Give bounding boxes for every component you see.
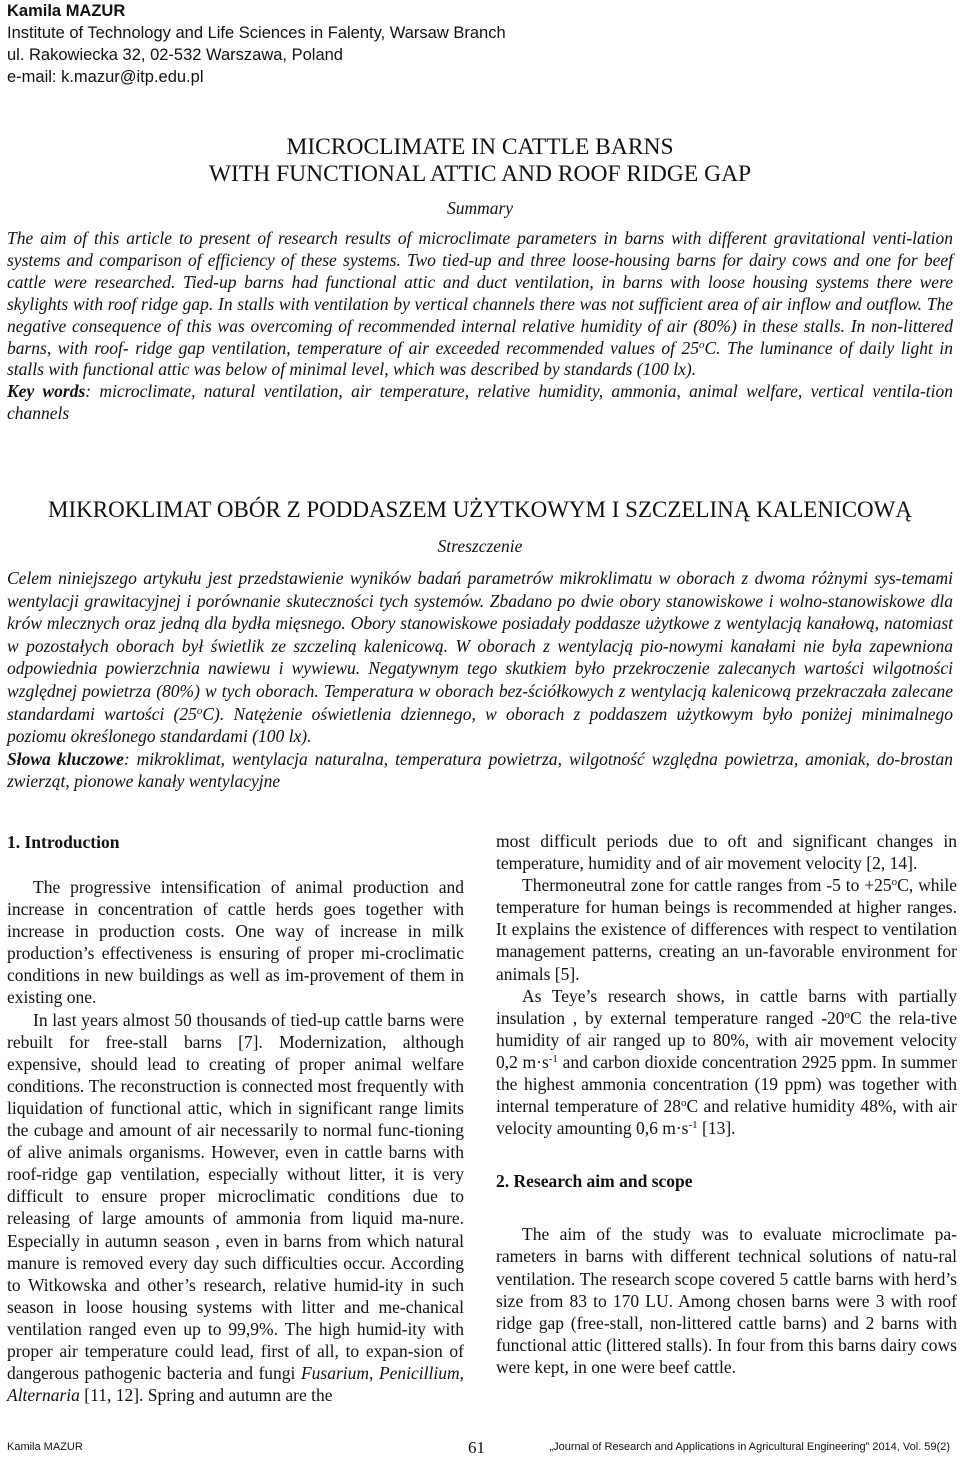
- abstract-pl: [7, 567, 953, 793]
- section-research-aim-heading: 2. Research aim and scope: [496, 1171, 693, 1192]
- abstract-en-text: The aim of this article to present of research results of microclimate parameters in barns with different gravitational venti-lation systems and comparison of efficiency of these systems. Two tied-up and three loose-housing barns for dairy cows and one for beef cattle were researched. Tied-up barns had functional attic and duct ventilation, in barns with loose housing systems there were skylights with roof ridge gap. In stalls with ventilation by vertical channels there was not sufficient area of air inflow and outflow. The negative consequence of this was overcoming of recommended internal relative humidity of air (80%) in these stalls. In non-littered barns, with roof- ridge gap ventilation, temperature of air exceeded recommended values of 25$^o$C. The luminance of daily light in stalls with functional attic was below of minimal level, which was described by standards (100 lx).: [7, 228, 953, 380]
- page-number: 61: [468, 1438, 485, 1457]
- author-affiliation: Institute of Technology and Life Sciences in Falenty, Warsaw Branch: [7, 24, 506, 42]
- title-en: [0, 134, 960, 188]
- introduction-paragraph-2: In last years almost 50 thousands of tied-up cattle barns were rebuilt for free-stall barns [7]. Modernization, although expensive, should lead to creating of proper animal welfare conditions. The reconstruction is connected most frequently with liquidation of functional attic, which in significant range limits the cubage and amount of air necessarily to normal func-tioning of alive animals organisms. However, even in cattle barns with roof-ridge gap ventilation, especially without litter, it is very difficult to ensure proper microclimatic conditions due to releasing of large amounts of ammonia from liquid ma-nure. Especially in autumn season , even in barns from which natural manure is removed every day such difficulties occur. According to Witkowska and other’s research, relative humid-ity in such season in loose housing systems with litter and me-chanical ventilation ranged even up to 99,9%. The high humid-ity with proper air temperature could lead, first of all, to expan-sion of dangerous pathogenic bacteria and fungi Fusarium, Penicillium, Alternaria [11, 12]. Spring and autumn are the: [7, 1009, 465, 1406]
- section-introduction-heading: 1. Introduction: [7, 832, 120, 852]
- introduction-paragraph-1: The progressive intensification of animal production and increase in concentration of cattle herds goes together with increase in production costs. One way of increase in milk production’s effectiveness is ensuring of proper mi-croclimatic conditions in new buildings as well as im-provement of them in existing one.: [7, 877, 464, 1008]
- abstract-en: [7, 228, 953, 425]
- keywords-pl: Słowa kluczowe: mikroklimat, wentylacja naturalna, temperatura powietrza, wilgotność względna powietrza, amoniak, do-brostan zwierząt, pionowe kanały wentylacyjne: [7, 748, 953, 792]
- column-left: [7, 830, 464, 1406]
- keywords-en: Key words: microclimate, natural ventilation, air temperature, relative humidity, ammonia, animal welfare, vertical ventila-tion channels: [7, 381, 953, 424]
- author-block: [7, 0, 707, 88]
- streszczenie-heading: Streszczenie: [437, 536, 523, 556]
- summary-heading: Summary: [446, 198, 514, 218]
- research-aim-paragraph: The aim of the study was to evaluate microclimate pa-rameters in barns with different technical solutions of natu-ral ventilation. The research scope covered 5 cattle barns with herd’s size from 83 to 170 LU. Among chosen barns were 3 with roof ridge gap (free-stall, non-littered cattle barns) and 2 barns with functional attic (littered stalls). In four from this barns dairy cows were kept, in one were beef cattle.: [496, 1224, 957, 1377]
- title-pl: MIKROKLIMAT OBÓR Z PODDASZEM UŻYTKOWYM I SZCZELINĄ KALENICOWĄ: [48, 497, 912, 522]
- author-name: Kamila MAZUR: [7, 2, 126, 20]
- author-address: ul. Rakowiecka 32, 02-532 Warszawa, Poland: [7, 46, 343, 64]
- footer-journal: „Journal of Research and Applications in Agricultural Engineering” 2014, Vol. 59(2): [549, 1441, 950, 1453]
- abstract-pl-text: Celem niniejszego artykułu jest przedstawienie wyników badań parametrów mikroklimatu w oborach z dwoma różnymi sys-temami wentylacji grawitacyjnej i porównanie skuteczności tych systemów. Zbadano po dwie obory stanowiskowe i wolno-stanowiskowe dla krów mlecznych oraz jedną dla bydła mięsnego. Obory stanowiskowe posiadały poddasze użytkowe z wentylacją kanałową, natomiast w pozostałych oborach był świetlik ze szczeliną kalenicową. W oborach z wentylacją pio-nowymi kanałami nie była zapewniona odpowiednia powierzchnia nawiewu i wywiewu. Negatywnym tego skutkiem było przekroczenie zalecanych wartości wilgotności względnej powietrza (80%) w tych oborach. Temperatura w oborach bez-ściółkowych z wentylacją kalenicową przekraczała zalecane standardami wartości (25$^o$C). Natężenie oświetlenia dziennego, w oborach z poddaszem użytkowym było poniżej minimalnego poziomu określonego standardami (100 lx).: [7, 568, 953, 747]
- introduction-paragraph-5: As Teye’s research shows, in cattle barns with partially insulation , by external temperature ranged -20$^o$C the rela-tive humidity of air ranged up to 80%, with air movement velocity 0,2 $m\cdot s^{-1}$ and carbon dioxide concentration 2925 ppm. In summer the highest ammonia concentration (19 ppm) was together with internal temperature of 28$^o$C and relative humidity 48%, with air velocity amounting 0,6 $m\cdot s^{-1}$ [13].: [496, 985, 957, 1139]
- title-en-line1: MICROCLIMATE IN CATTLE BARNS: [286, 134, 674, 160]
- introduction-paragraph-4: Thermoneutral zone for cattle ranges from -5 to $+25^oC$, while temperature for human beings is recommended at higher ranges. It explains the existence of differences with respect to ventilation management patterns, creating an un-favorable environment for animals [5].: [496, 875, 957, 984]
- title-en-line2: WITH FUNCTIONAL ATTIC AND ROOF RIDGE GAP: [208, 161, 752, 187]
- author-email: e-mail: k.mazur@itp.edu.pl: [7, 68, 204, 86]
- keywords-pl-label: Słowa kluczowe: [7, 748, 124, 769]
- footer-author: Kamila MAZUR: [7, 1441, 83, 1453]
- column-right: [496, 830, 957, 1378]
- keywords-en-label: Key words: [7, 381, 86, 402]
- introduction-paragraph-3: most difficult periods due to oft and significant changes in temperature, humidity and of air movement velocity [2, 14].: [496, 831, 957, 874]
